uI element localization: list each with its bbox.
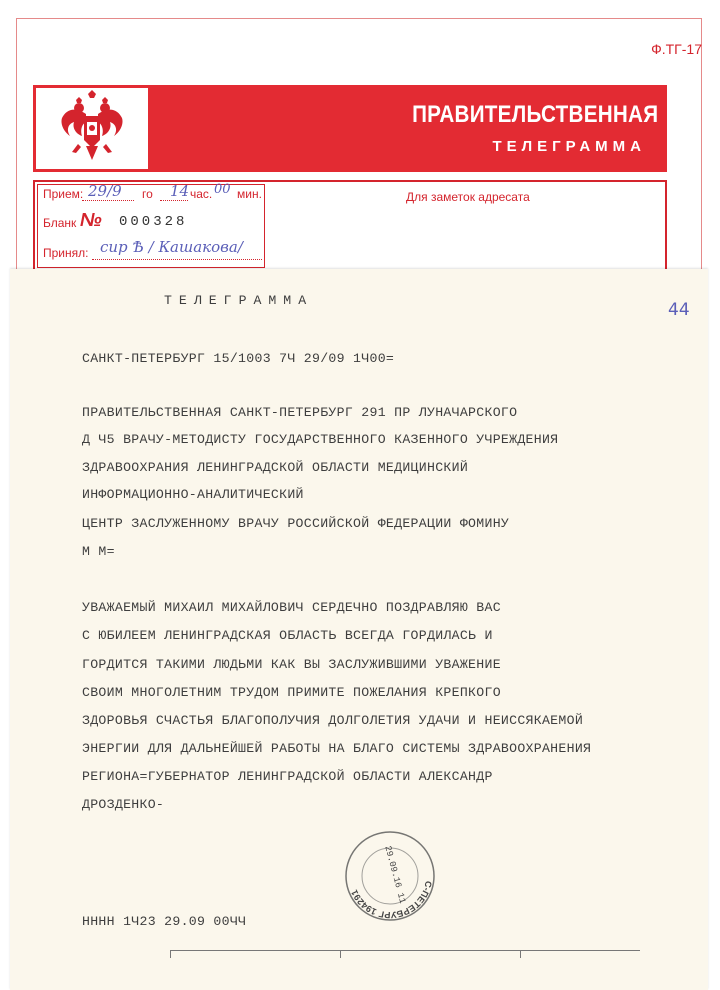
year-label: го xyxy=(142,187,153,201)
accepted-signature: сир Ѣ / Кашакова/ xyxy=(100,238,243,256)
accepted-line xyxy=(92,259,262,260)
body-line: С ЮБИЛЕЕМ ЛЕНИНГРАДСКАЯ ОБЛАСТЬ ВСЕГДА ГОРДИЛАСЬ И xyxy=(82,628,493,643)
banner-subtitle: ТЕЛЕГРАММА xyxy=(492,138,646,155)
postmark-stamp xyxy=(340,826,440,931)
stamp-date: 29.09.16 11 xyxy=(382,844,408,905)
tear-tick xyxy=(520,950,521,958)
blank-label: Бланк xyxy=(43,216,77,230)
reception-minutes: 00 xyxy=(214,182,231,197)
routing-line: САНКТ-ПЕТЕРБУРГ 15/1003 7Ч 29/09 1Ч00= xyxy=(82,351,395,366)
reception-label: Прием: xyxy=(43,187,84,201)
blank-number-sign: № xyxy=(80,210,102,231)
reception-hour: 14 xyxy=(170,182,190,200)
stamp-city: С-ПЕТЕРБУРГ 194291 xyxy=(349,880,434,921)
page-number: 44 xyxy=(668,300,690,320)
double-headed-eagle-icon xyxy=(36,88,148,169)
reception-hour-line xyxy=(160,200,188,201)
address-line: ИНФОРМАЦИОННО-АНАЛИТИЧЕСКИЙ xyxy=(82,487,304,502)
reception-date-line xyxy=(82,200,134,201)
body-line: РЕГИОНА=ГУБЕРНАТОР ЛЕНИНГРАДСКОЙ ОБЛАСТИ АЛЕКСАНДР xyxy=(82,769,493,784)
tear-tick xyxy=(170,950,171,958)
address-line: Д Ч5 ВРАЧУ-МЕТОДИСТУ ГОСУДАРСТВЕННОГО КАЗЕННОГО УЧРЕЖДЕНИЯ xyxy=(82,432,559,447)
body-line: ДРОЗДЕНКО- xyxy=(82,797,165,812)
tear-tick xyxy=(340,950,341,958)
telegram-header: ТЕЛЕГРАММА xyxy=(164,293,314,308)
address-line: М М= xyxy=(82,544,115,559)
address-line: ЦЕНТР ЗАСЛУЖЕННОМУ ВРАЧУ РОССИЙСКОЙ ФЕДЕРАЦИИ ФОМИНУ xyxy=(82,516,510,531)
body-line: ЭНЕРГИИ ДЛЯ ДАЛЬНЕЙШЕЙ РАБОТЫ НА БЛАГО СИСТЕМЫ ЗДРАВООХРАНЕНИЯ xyxy=(82,741,592,756)
address-line: ЗДРАВООХРАНИЯ ЛЕНИНГРАДСКОЙ ОБЛАСТИ МЕДИЦИНСКИЙ xyxy=(82,460,469,475)
body-line: ГОРДИТСЯ ТАКИМИ ЛЮДЬМИ КАК ВЫ ЗАСЛУЖИВШИМИ УВАЖЕНИЕ xyxy=(82,657,501,672)
form-code: Ф.ТГ-17 xyxy=(651,41,702,57)
addressee-notes-label: Для заметок адресата xyxy=(406,190,530,204)
banner-title: ПРАВИТЕЛЬСТВЕННАЯ xyxy=(411,101,658,128)
blank-number: 000328 xyxy=(119,214,188,230)
minutes-label: мин. xyxy=(237,187,262,201)
address-line: ПРАВИТЕЛЬСТВЕННАЯ САНКТ-ПЕТЕРБУРГ 291 ПР ЛУНАЧАРСКОГО xyxy=(82,405,518,420)
telegram-footer: НННН 1Ч23 29.09 00ЧЧ xyxy=(82,914,247,929)
body-line: ЗДОРОВЬЯ СЧАСТЬЯ БЛАГОПОЛУЧИЯ ДОЛГОЛЕТИЯ УДАЧИ И НЕИССЯКАЕМОЙ xyxy=(82,713,584,728)
body-line: УВАЖАЕМЫЙ МИХАИЛ МИХАЙЛОВИЧ СЕРДЕЧНО ПОЗДРАВЛЯЮ ВАС xyxy=(82,600,501,615)
reception-date: 29/9 xyxy=(88,182,122,200)
coat-of-arms-emblem xyxy=(36,88,148,169)
accepted-label: Принял: xyxy=(43,246,89,260)
hour-label: час. xyxy=(190,187,213,201)
tear-line xyxy=(170,950,640,951)
svg-text:С-ПЕТЕРБУРГ 194291 xyxy=(349,880,434,920)
body-line: СВОИМ МНОГОЛЕТНИМ ТРУДОМ ПРИМИТЕ ПОЖЕЛАНИЯ КРЕПКОГО xyxy=(82,685,501,700)
